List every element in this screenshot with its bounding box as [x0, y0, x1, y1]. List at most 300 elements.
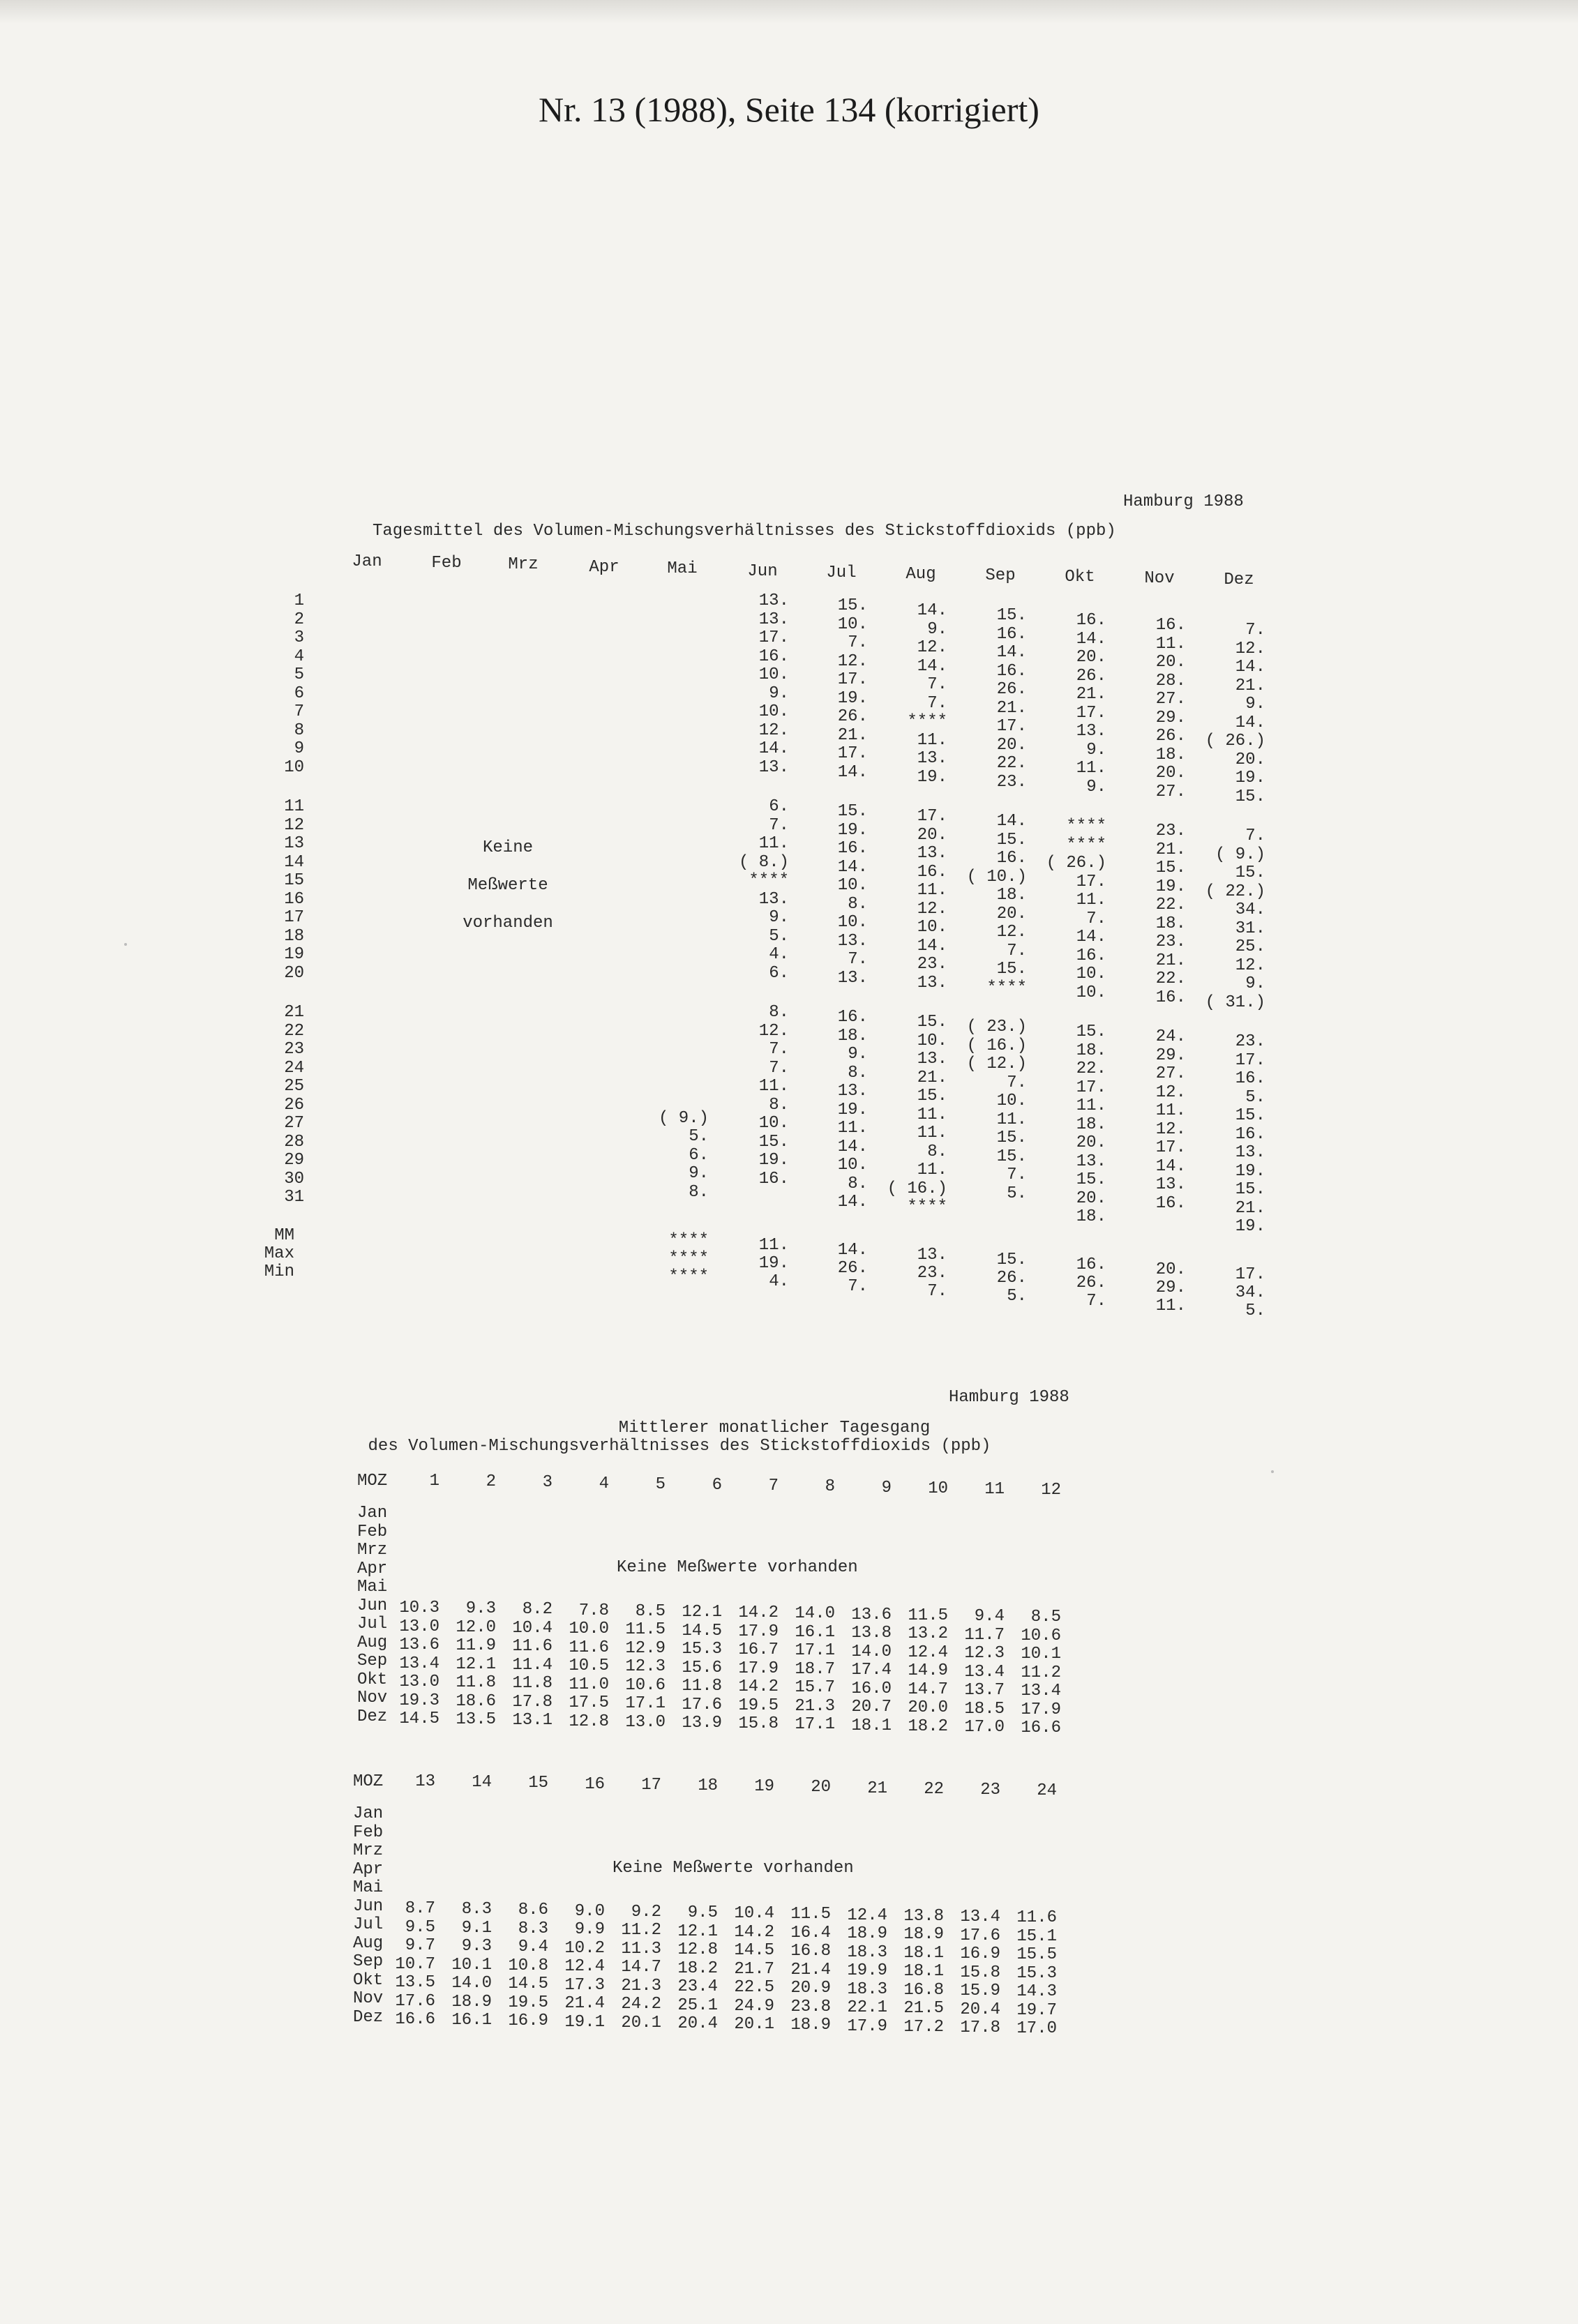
daily-value: 17.	[1076, 703, 1106, 723]
hourly-value: 21.5	[903, 1999, 944, 2019]
hour-header: 11	[984, 1480, 1005, 1499]
hourly-value: 17.1	[625, 1694, 666, 1714]
daily-value: 11.	[917, 881, 947, 900]
summary-value: 26.	[1076, 1274, 1106, 1293]
hourly-value: 20.1	[621, 2013, 661, 2032]
month-label-mrz: Mrz	[353, 1841, 384, 1860]
summary-value: 26.	[996, 1269, 1027, 1288]
daily-value: 7.	[1007, 1165, 1027, 1185]
daily-value: 17.	[917, 807, 947, 827]
daily-value: 26.	[837, 707, 868, 726]
hour-header: 4	[599, 1474, 609, 1493]
hourly-value: 16.8	[790, 1942, 831, 1961]
hourly-value: 8.7	[405, 1899, 435, 1918]
daily-value: 14.	[837, 857, 868, 877]
daily-value: 16.	[1155, 1193, 1186, 1213]
hour-header: 16	[585, 1774, 605, 1794]
day-number: 5	[294, 665, 304, 684]
no-data-message: Keine Meßwerte vorhanden	[617, 1558, 858, 1577]
month-label-jun: Jun	[353, 1896, 384, 1916]
daily-value: 17.	[996, 717, 1027, 737]
hourly-value: 19.5	[738, 1696, 779, 1715]
daily-value: 8.	[769, 1003, 789, 1022]
daily-value: 12.	[1235, 956, 1265, 975]
summary-value: 16.	[1076, 1255, 1106, 1275]
hour-header: 8	[825, 1477, 835, 1497]
hourly-value: 21.3	[795, 1696, 835, 1716]
day-number: 21	[284, 1003, 304, 1022]
daily-value: 13.	[758, 889, 789, 909]
hourly-value: 14.5	[682, 1621, 722, 1640]
daily-value: ****	[907, 1198, 947, 1217]
month-label-mai: Mai	[357, 1578, 388, 1597]
hourly-value: 10.4	[734, 1904, 774, 1924]
hourly-value: 16.9	[960, 1945, 1000, 1963]
daily-value: 17.	[1076, 1078, 1106, 1097]
hourly-value: 9.5	[687, 1903, 718, 1922]
hourly-value: 20.9	[790, 1979, 831, 1998]
daily-value: 14.	[837, 1137, 868, 1156]
daily-value: 10.	[917, 918, 947, 937]
hourly-value: 10.3	[399, 1599, 439, 1617]
day-number: 30	[284, 1169, 304, 1189]
no-data-word: Meßwerte	[467, 876, 548, 895]
hour-header: 22	[924, 1779, 944, 1799]
daily-value: ****	[986, 978, 1027, 997]
hourly-value: 24.9	[734, 1996, 774, 2016]
summary-value: 26.	[837, 1259, 868, 1278]
daily-value: 8.	[689, 1182, 709, 1202]
hour-header: 6	[712, 1476, 722, 1495]
daily-value: 7.	[1245, 621, 1265, 640]
month-label-feb: Feb	[357, 1522, 388, 1541]
day-number: 23	[284, 1040, 304, 1059]
hour-header: 9	[881, 1478, 892, 1497]
hourly-value: 16.1	[451, 2011, 492, 2030]
hour-header: 17	[641, 1775, 661, 1795]
no-data-word: Keine	[482, 838, 533, 857]
daily-value: 15.	[758, 1132, 789, 1152]
month-label-aug: Aug	[357, 1633, 388, 1652]
daily-value: 9.	[769, 908, 789, 927]
daily-value: 7.	[927, 675, 947, 695]
daily-value: 9.	[848, 1045, 868, 1064]
summary-label: Max	[264, 1244, 294, 1263]
hourly-value: 14.9	[908, 1661, 948, 1681]
daily-value: 13.	[917, 844, 947, 863]
daily-value: 16.	[996, 661, 1027, 681]
daily-value: 15.	[1076, 1023, 1106, 1042]
daily-value: 9.	[1086, 740, 1106, 760]
month-label-dez: Dez	[353, 2007, 384, 2027]
daily-value: 9.	[1086, 777, 1106, 797]
daily-value: 5.	[1245, 1087, 1265, 1107]
hourly-value: 13.9	[682, 1714, 722, 1733]
daily-value: 13.	[917, 1050, 947, 1069]
daily-value: 16.	[1155, 616, 1186, 635]
hour-header: 5	[655, 1474, 666, 1494]
hourly-value: 9.9	[574, 1920, 605, 1940]
daily-value: 7.	[1086, 909, 1106, 928]
daily-value: 12.	[758, 1021, 789, 1041]
hourly-value: 11.8	[512, 1674, 553, 1693]
hourly-value: 17.8	[960, 2019, 1000, 2037]
day-number: 15	[284, 871, 304, 890]
daily-value: 7.	[769, 1040, 789, 1059]
hourly-value: 14.5	[399, 1710, 439, 1728]
daily-value: 26.	[1076, 666, 1106, 686]
hourly-value: 13.0	[625, 1712, 666, 1732]
daily-value: 10.	[1076, 983, 1106, 1002]
daily-value: 21.	[837, 725, 868, 745]
daily-value: 13.	[917, 749, 947, 769]
hourly-value: 10.6	[625, 1675, 666, 1695]
daily-value: ****	[907, 712, 947, 732]
hourly-value: 17.6	[682, 1695, 722, 1714]
daily-value: 14.	[917, 656, 947, 676]
hourly-value: 13.0	[399, 1617, 439, 1636]
hourly-value: 15.5	[1016, 1945, 1057, 1965]
daily-value: 15.	[917, 1013, 947, 1032]
diurnal-location-label: Hamburg 1988	[949, 1388, 1069, 1407]
hour-header: 7	[768, 1477, 779, 1496]
daily-value: 20.	[996, 904, 1027, 923]
daily-value: 21.	[917, 1068, 947, 1087]
daily-value: 9.	[1245, 974, 1265, 994]
summary-value: 34.	[1235, 1283, 1265, 1303]
day-number: 25	[284, 1077, 304, 1096]
moz-label: MOZ	[357, 1472, 388, 1491]
hourly-value: 23.8	[790, 1997, 831, 2016]
hourly-value: 12.4	[564, 1957, 605, 1977]
hourly-value: 17.9	[738, 1622, 779, 1641]
daily-value: 26.	[996, 680, 1027, 700]
hourly-value: 8.5	[1030, 1608, 1061, 1627]
daily-value: 26.	[1155, 727, 1186, 746]
daily-value: 16.	[837, 1008, 868, 1027]
month-label-apr: Apr	[353, 1859, 384, 1879]
hourly-value: 11.3	[621, 1939, 661, 1959]
daily-value: ( 16.)	[887, 1179, 947, 1198]
daily-value: 19.	[1155, 877, 1186, 896]
hourly-value: 12.4	[847, 1906, 887, 1925]
daily-value: ( 23.)	[966, 1018, 1027, 1037]
daily-value: 15.	[1235, 1106, 1265, 1126]
paper-speck	[124, 943, 127, 946]
daily-value: 7.	[769, 815, 789, 835]
daily-value: 21.	[1076, 685, 1106, 704]
summary-value: 7.	[927, 1282, 947, 1301]
daily-value: 10.	[837, 913, 868, 932]
hour-header: 19	[754, 1777, 774, 1797]
daily-value: 7.	[848, 633, 868, 652]
summary-value: 4.	[769, 1272, 789, 1291]
hourly-value: 20.7	[851, 1698, 892, 1717]
daily-value: 15.	[996, 1129, 1027, 1148]
daily-value: 6.	[689, 1145, 709, 1165]
day-number: 26	[284, 1095, 304, 1115]
summary-value: 7.	[848, 1277, 868, 1296]
daily-value: 20.	[996, 735, 1027, 755]
daily-value: 11.	[1076, 759, 1106, 778]
day-number: 12	[284, 815, 304, 835]
hourly-value: 10.7	[395, 1954, 435, 1974]
daily-value: 14.	[1076, 629, 1106, 649]
summary-value: 29.	[1155, 1278, 1186, 1298]
hourly-value: 11.5	[908, 1606, 948, 1625]
daily-value: 18.	[1155, 745, 1186, 764]
daily-value: 7.	[1007, 941, 1027, 960]
month-label-mai: Mai	[353, 1878, 384, 1897]
hourly-value: 12.1	[677, 1922, 718, 1941]
hourly-value: 10.0	[569, 1620, 609, 1639]
daily-value: 15.	[1235, 787, 1265, 806]
daily-value: 16.	[1155, 988, 1186, 1007]
daily-value: 12.	[1155, 1119, 1186, 1139]
daily-value: 20.	[917, 825, 947, 845]
hourly-value: 13.6	[399, 1636, 439, 1654]
hourly-value: 15.9	[960, 1982, 1000, 2000]
hourly-value: 12.4	[908, 1643, 948, 1662]
daily-value: 7.	[769, 1058, 789, 1078]
daily-value: 14.	[758, 739, 789, 758]
daily-value: 21.	[1235, 1198, 1265, 1218]
daily-value: 27.	[1155, 690, 1186, 709]
hourly-value: 14.2	[738, 1677, 779, 1697]
hour-header: 23	[980, 1781, 1000, 1799]
summary-label: Min	[264, 1262, 294, 1281]
hourly-value: 14.0	[451, 1974, 492, 1993]
daily-value: 11.	[1155, 634, 1186, 654]
daily-value: 31.	[1235, 919, 1265, 938]
day-number: 20	[284, 963, 304, 983]
day-number: 17	[284, 908, 304, 927]
hourly-value: 19.7	[1016, 2000, 1057, 2020]
hourly-value: 18.9	[903, 1925, 944, 1945]
daily-value: 14.	[996, 812, 1027, 831]
hourly-value: 9.3	[461, 1937, 492, 1956]
summary-value: 20.	[1155, 1260, 1186, 1280]
daily-value: 13.	[758, 591, 789, 610]
daily-value: 16.	[758, 647, 789, 666]
hourly-value: 10.4	[512, 1618, 553, 1638]
daily-value: 24.	[1155, 1027, 1186, 1047]
hour-header: 15	[528, 1774, 548, 1793]
hourly-value: 18.9	[451, 1992, 492, 2012]
daily-value: 20.	[1155, 764, 1186, 783]
summary-value: 7.	[1086, 1292, 1106, 1311]
day-number: 14	[284, 852, 304, 872]
daily-value: 19.	[758, 1151, 789, 1170]
hourly-value: 15.8	[738, 1714, 779, 1734]
month-header-jul: Jul	[826, 564, 857, 582]
day-number: 2	[294, 610, 304, 629]
daily-value: ( 31.)	[1205, 993, 1265, 1012]
month-label-aug: Aug	[353, 1933, 384, 1953]
hourly-value: 9.4	[518, 1938, 548, 1957]
hourly-value: 18.1	[903, 1943, 944, 1963]
hourly-value: 13.8	[851, 1624, 892, 1643]
daily-value: 8.	[848, 1174, 868, 1193]
daily-value: 8.	[769, 1095, 789, 1115]
hourly-value: 13.5	[456, 1710, 496, 1730]
daily-value: ( 12.)	[966, 1055, 1027, 1074]
hourly-value: 8.6	[518, 1901, 548, 1920]
daily-value: 14.	[917, 601, 947, 621]
hourly-value: 18.3	[847, 1979, 887, 1999]
daily-value: 16.	[917, 862, 947, 882]
daily-value: 19.	[837, 688, 868, 708]
hourly-value: 15.6	[682, 1658, 722, 1677]
daily-value: 17.	[758, 628, 789, 647]
hour-header: 18	[698, 1776, 718, 1795]
daily-value: 7.	[1245, 827, 1265, 846]
month-header-jun: Jun	[747, 562, 778, 581]
summary-value: 11.	[1155, 1297, 1186, 1316]
page-edge-shadow	[0, 0, 1578, 24]
daily-value: 34.	[1235, 900, 1265, 920]
daily-value: 22.	[1155, 969, 1186, 989]
daily-value: 17.	[1235, 1050, 1265, 1070]
hourly-value: 16.8	[903, 1980, 944, 2000]
daily-value: 13.	[758, 610, 789, 629]
hourly-value: 16.6	[1021, 1719, 1061, 1738]
month-label-okt: Okt	[357, 1670, 388, 1689]
hour-header: 3	[542, 1473, 553, 1493]
day-number: 29	[284, 1151, 304, 1170]
hourly-value: 16.4	[790, 1923, 831, 1942]
page-heading: Nr. 13 (1988), Seite 134 (korrigiert)	[539, 90, 1039, 129]
daily-value: 19.	[1235, 1217, 1265, 1237]
hourly-value: 8.3	[461, 1900, 492, 1919]
hourly-value: 9.1	[461, 1918, 492, 1938]
daily-value: 6.	[769, 797, 789, 816]
month-header-feb: Feb	[431, 554, 462, 573]
hourly-value: 14.0	[795, 1604, 835, 1624]
hourly-value: 23.4	[677, 1977, 718, 1996]
month-label-dez: Dez	[357, 1707, 388, 1726]
hourly-value: 18.9	[847, 1924, 887, 1944]
hourly-value: 13.4	[1021, 1682, 1061, 1701]
daily-value: 10.	[758, 702, 789, 721]
daily-value: 29.	[1155, 1046, 1186, 1065]
hourly-value: 17.0	[1016, 2019, 1057, 2039]
day-number: 18	[284, 926, 304, 946]
daily-value: 13.	[837, 968, 868, 988]
hourly-value: 22.5	[734, 1978, 774, 1998]
hourly-value: 17.6	[395, 1991, 435, 2011]
daily-value: 15.	[837, 802, 868, 821]
hourly-value: 17.0	[964, 1718, 1005, 1737]
daily-value: 10.	[837, 1156, 868, 1175]
summary-value: ****	[668, 1230, 709, 1250]
daily-value: 10.	[837, 876, 868, 895]
hourly-value: 18.1	[851, 1716, 892, 1735]
hourly-value: 14.3	[1016, 1982, 1057, 2002]
hourly-value: 16.0	[851, 1679, 892, 1698]
daily-value: 18.	[1076, 1207, 1106, 1227]
month-header-jan: Jan	[352, 552, 382, 571]
month-label-apr: Apr	[357, 1559, 388, 1578]
day-number: 8	[294, 720, 304, 740]
hourly-value: 11.5	[790, 1905, 831, 1924]
hourly-value: 17.4	[851, 1661, 892, 1680]
daily-value: 16.	[996, 849, 1027, 868]
daily-value: 20.	[1076, 648, 1106, 667]
day-number: 19	[284, 945, 304, 964]
hourly-value: 12.1	[456, 1654, 496, 1674]
daily-value: 17.	[1076, 872, 1106, 891]
summary-value: 17.	[1235, 1265, 1265, 1285]
hourly-value: 9.3	[465, 1599, 496, 1619]
daily-value: 13.	[837, 1082, 868, 1101]
daily-value: ( 26.)	[1205, 732, 1265, 751]
daily-value: 5.	[1007, 1184, 1027, 1203]
daily-value: 14.	[1076, 928, 1106, 947]
hourly-value: 14.0	[851, 1642, 892, 1661]
daily-value: ( 8.)	[738, 852, 789, 872]
daily-value: 10.	[758, 665, 789, 684]
hourly-value: 15.3	[1016, 1963, 1057, 1983]
hourly-value: 17.3	[564, 1975, 605, 1995]
hourly-value: 18.5	[964, 1699, 1005, 1719]
daily-value: 11.	[917, 1124, 947, 1143]
hourly-value: 16.6	[395, 2010, 435, 2029]
daily-value: 8.	[848, 894, 868, 914]
daily-value: 15.	[996, 606, 1027, 626]
daily-value: 16.	[1076, 611, 1106, 631]
hourly-value: 11.7	[964, 1625, 1005, 1645]
daily-value: 11.	[1155, 1101, 1186, 1121]
daily-value: 11.	[917, 730, 947, 750]
daily-value: 6.	[769, 963, 789, 983]
hourly-value: 17.6	[960, 1926, 1000, 1945]
daily-value: 9.	[769, 684, 789, 703]
hourly-value: 19.5	[508, 1993, 548, 2012]
daily-value: 21.	[1155, 951, 1186, 970]
daily-value: 18.	[837, 1026, 868, 1046]
hour-header: 24	[1037, 1781, 1057, 1801]
daily-value: 12.	[758, 720, 789, 740]
daily-value: 11.	[917, 1105, 947, 1124]
daily-value: 14.	[917, 936, 947, 956]
daily-value: 5.	[689, 1127, 709, 1147]
summary-value: 23.	[917, 1264, 947, 1283]
daily-value: 22.	[1155, 896, 1186, 915]
summary-value: 19.	[758, 1254, 789, 1273]
daily-value: ****	[1066, 817, 1106, 836]
day-number: 24	[284, 1058, 304, 1078]
hourly-value: 24.2	[621, 1995, 661, 2014]
daily-value: 22.	[1076, 1059, 1106, 1079]
hourly-value: 20.1	[734, 2015, 774, 2035]
daily-value: 12.	[837, 651, 868, 671]
hourly-value: 17.9	[738, 1659, 779, 1678]
hourly-value: 13.1	[512, 1711, 553, 1730]
day-number: 6	[294, 684, 304, 703]
daily-value: 16.	[1235, 1124, 1265, 1144]
daily-value: 13.	[1235, 1143, 1265, 1163]
hourly-value: 11.8	[682, 1677, 722, 1696]
hourly-value: 11.6	[512, 1637, 553, 1657]
hourly-value: 12.0	[456, 1617, 496, 1637]
daily-value: 11.	[758, 1077, 789, 1096]
month-label-mrz: Mrz	[357, 1541, 388, 1560]
month-label-jun: Jun	[357, 1596, 388, 1615]
day-number: 13	[284, 834, 304, 853]
hourly-value: 18.2	[677, 1959, 718, 1978]
hourly-value: 18.2	[908, 1716, 948, 1736]
